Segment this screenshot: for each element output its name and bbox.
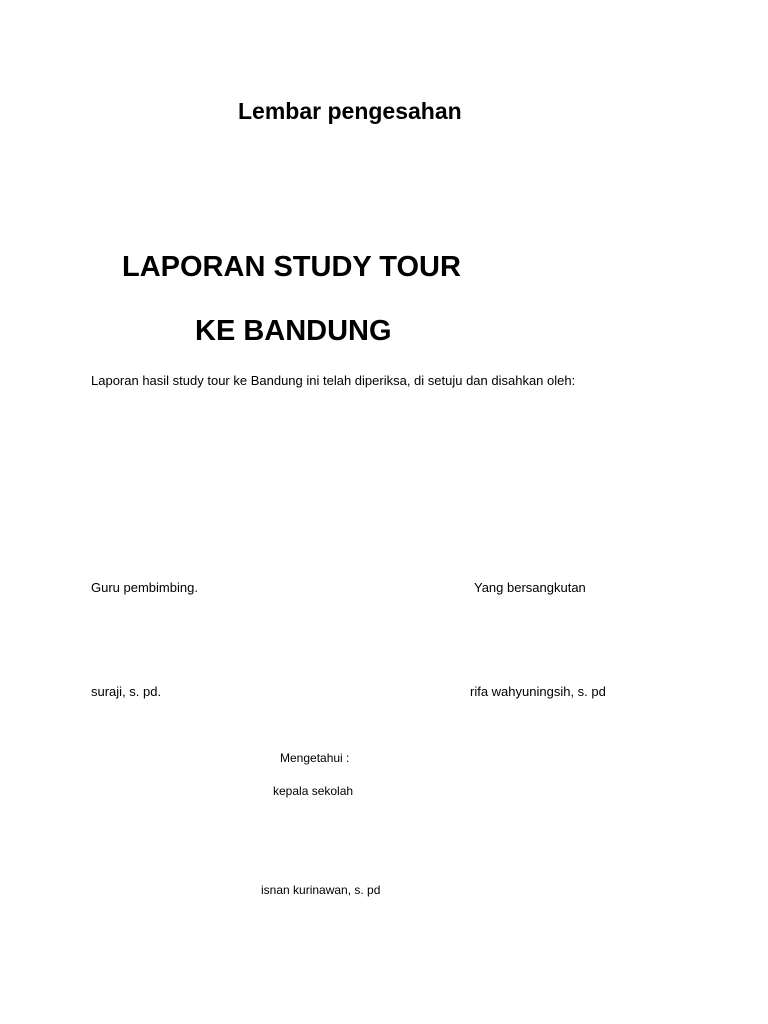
acknowledged-label: Mengetahui : — [280, 751, 350, 765]
page-heading: Lembar pengesahan — [238, 98, 462, 124]
principal-role: kepala sekolah — [273, 784, 354, 798]
author-label: Yang bersangkutan — [474, 580, 586, 595]
report-title-line-1: LAPORAN STUDY TOUR — [122, 251, 461, 283]
supervisor-name: suraji, s. pd. — [91, 684, 162, 699]
report-title-line-2: KE BANDUNG — [195, 315, 392, 347]
supervisor-label: Guru pembimbing. — [91, 580, 198, 595]
author-name: rifa wahyuningsih, s. pd — [470, 684, 606, 699]
principal-name: isnan kurinawan, s. pd — [261, 883, 381, 897]
approval-statement: Laporan hasil study tour ke Bandung ini telah diperiksa, di setuju dan disahkan oleh: — [91, 373, 576, 388]
